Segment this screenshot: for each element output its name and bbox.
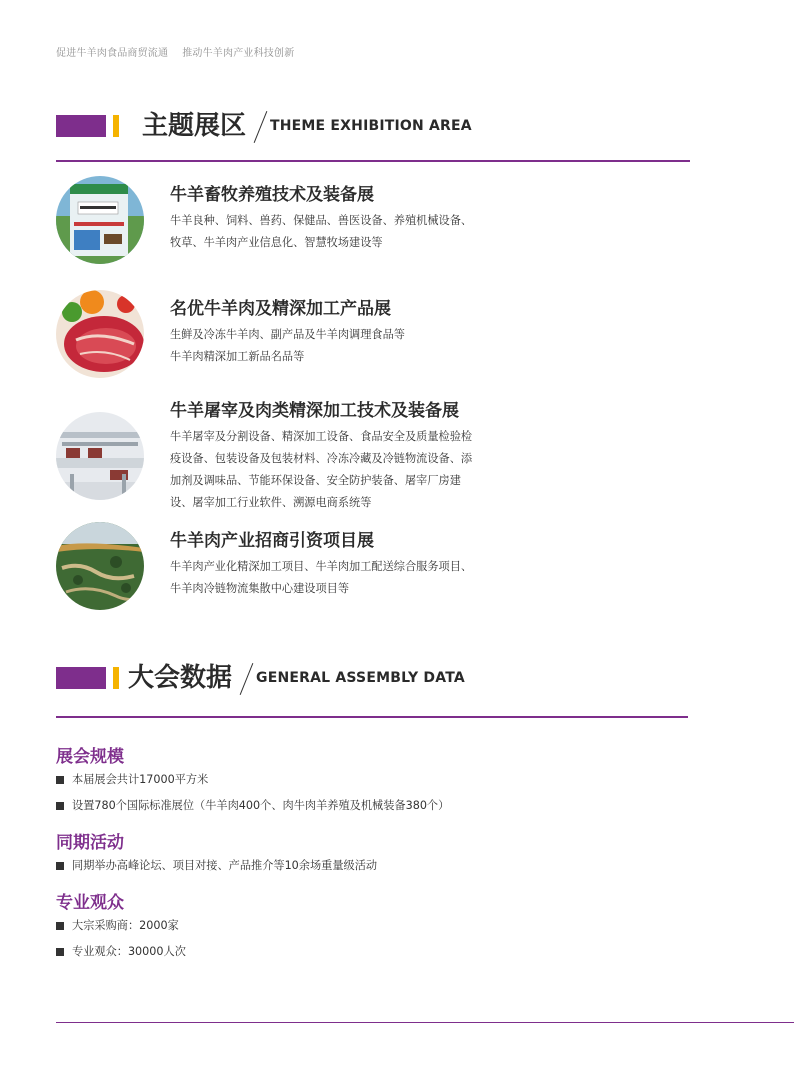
list-item-text: 专业观众：30000人次 (72, 945, 186, 958)
bullet-square-icon (56, 802, 64, 810)
list-item-text: 本届展会共计17000平方米 (72, 773, 209, 786)
activities-heading: 同期活动 (56, 833, 124, 853)
exhibit-title: 名优牛羊肉及精深加工产品展 (170, 299, 391, 319)
exhibit-description (170, 426, 510, 514)
data-title-cn: 大会数据 (128, 663, 233, 693)
bullet-square-icon (56, 776, 64, 784)
exhibition-scale-block (56, 742, 756, 813)
exhibit-title: 牛羊畜牧养殖技术及装备展 (170, 185, 374, 205)
exhibit-line: 设、屠宰加工行业软件、溯源电商系统等 (170, 496, 372, 509)
theme-section-header (56, 106, 516, 146)
header-purple-bar (56, 115, 106, 137)
exhibition-scale-heading: 展会规模 (56, 747, 124, 767)
bullet-square-icon (56, 922, 64, 930)
exhibit-line: 牛羊良种、饲料、兽药、保健品、兽医设备、养殖机械设备、 (170, 214, 473, 227)
exhibit-line: 加剂及调味品、节能环保设备、安全防护装备、屠宰厂房建 (170, 474, 461, 487)
list-item-text: 大宗采购商：2000家 (72, 919, 179, 932)
title-divider-slash (240, 663, 254, 695)
exhibit-line: 疫设备、包装设备及包装材料、冷冻冷藏及冷链物流设备、添 (170, 452, 473, 465)
exhibit-area-1 (56, 180, 516, 270)
footer-rule (56, 1022, 794, 1023)
list-item (56, 859, 756, 873)
exhibit-line: 生鲜及冷冻牛羊肉、副产品及牛羊肉调理食品等 (170, 328, 405, 341)
header-purple-bar (56, 667, 106, 689)
exhibit-line: 牧草、牛羊肉产业信息化、智慧牧场建设等 (170, 236, 383, 249)
exhibit-area-3 (56, 396, 516, 516)
exhibit-description (170, 324, 510, 368)
exhibit-title: 牛羊屠宰及肉类精深加工技术及装备展 (170, 401, 459, 421)
exhibit-area-4 (56, 526, 516, 616)
concurrent-activities-block (56, 828, 756, 873)
bullet-square-icon (56, 948, 64, 956)
aerial-landscape-photo (56, 522, 144, 610)
exhibit-line: 牛羊肉冷链物流集散中心建设项目等 (170, 582, 350, 595)
list-item (56, 799, 756, 813)
title-divider-slash (254, 111, 268, 143)
exhibit-line: 牛羊肉产业化精深加工项目、牛羊肉加工配送综合服务项目、 (170, 560, 473, 573)
list-item-text: 设置780个国际标准展位（牛羊肉400个、肉牛肉羊养殖及机械装备380个） (72, 799, 450, 812)
exhibit-description (170, 210, 510, 254)
theme-title-cn: 主题展区 (142, 111, 247, 141)
tagline-right: 推动牛羊肉产业科技创新 (182, 48, 295, 59)
feed-product-photo (56, 176, 144, 264)
list-item-text: 同期举办高峰论坛、项目对接、产品推介等10余场重量级活动 (72, 859, 378, 872)
exhibit-area-2 (56, 294, 516, 384)
data-section-rule (56, 716, 688, 718)
list-item (56, 945, 756, 959)
processing-line-photo (56, 412, 144, 500)
list-item (56, 919, 756, 933)
exhibit-line: 牛羊屠宰及分割设备、精深加工设备、食品安全及质量检验检 (170, 430, 473, 443)
list-item (56, 773, 756, 787)
bullet-square-icon (56, 862, 64, 870)
header-yellow-bar (113, 667, 119, 689)
theme-title-en: THEME EXHIBITION AREA (270, 118, 472, 134)
header-yellow-bar (113, 115, 119, 137)
professional-audience-block (56, 888, 756, 959)
data-title-en: GENERAL ASSEMBLY DATA (256, 670, 465, 686)
exhibit-line: 牛羊肉精深加工新品名品等 (170, 350, 305, 363)
audience-heading: 专业观众 (56, 893, 124, 913)
raw-meat-photo (56, 290, 144, 378)
exhibit-title: 牛羊肉产业招商引资项目展 (170, 531, 374, 551)
theme-section-rule (56, 160, 690, 162)
tagline-left: 促进牛羊肉食品商贸流通 (56, 48, 169, 59)
exhibit-description (170, 556, 510, 600)
data-section-header (56, 658, 516, 698)
header-tagline (56, 44, 294, 59)
